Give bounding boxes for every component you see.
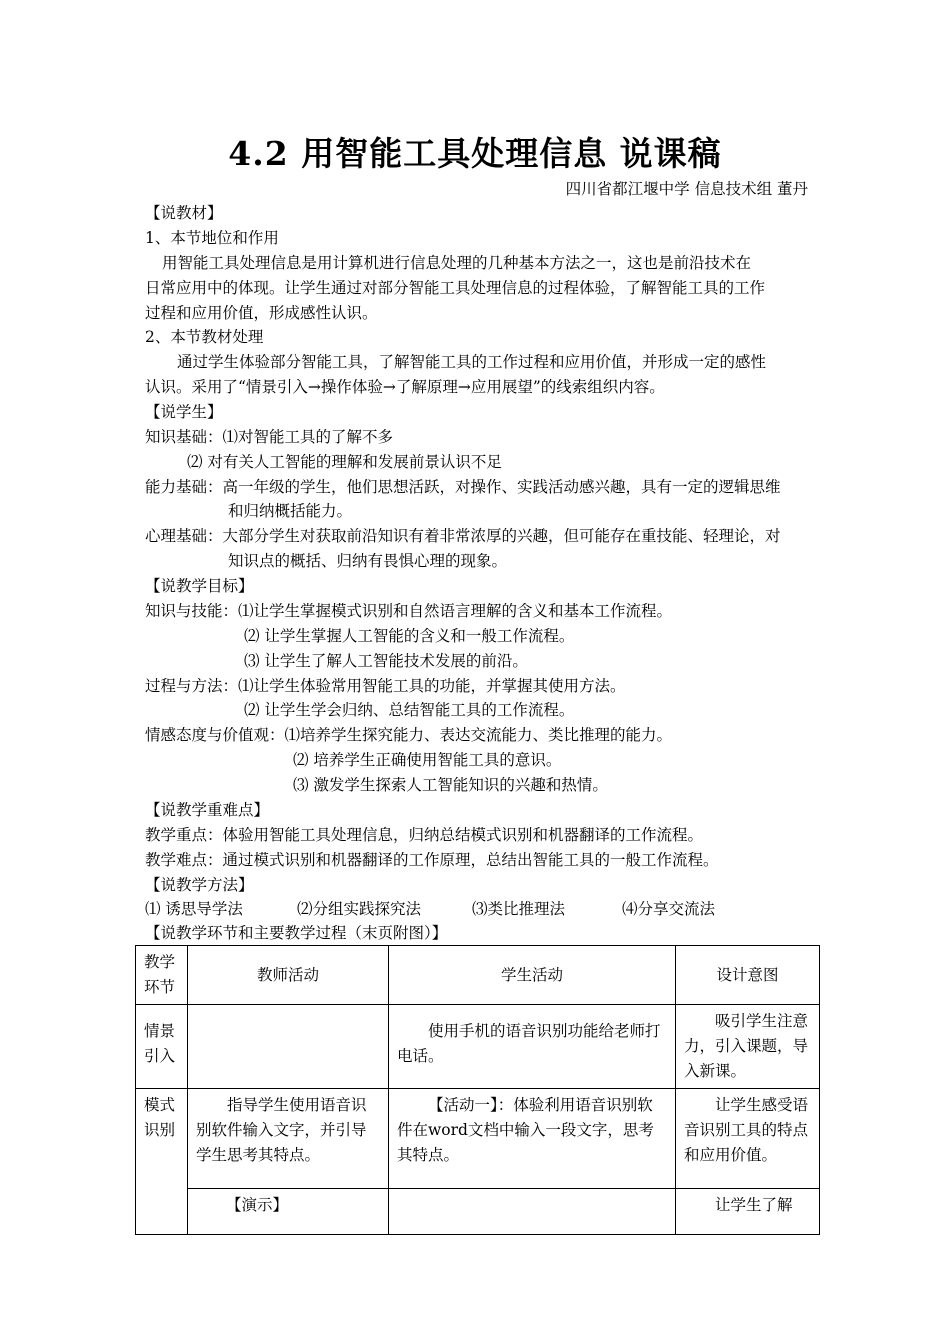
students-ability-line-1: 能力基础：高一年级的学生，他们思想活跃，对操作、实践活动感兴趣，具有一定的逻辑思维 xyxy=(145,478,781,496)
textbook-paragraph-2-line-1: 通过学生体验部分智能工具，了解智能工具的工作过程和应用价值，并形成一定的感性 xyxy=(177,353,767,371)
methods-list xyxy=(145,899,715,919)
goal-knowledge-2: ⑵ 让学生掌握人工智能的含义和一般工作流程。 xyxy=(244,627,575,645)
goal-emotion-3: ⑶ 激发学生探索人工智能知识的兴趣和热情。 xyxy=(293,776,608,794)
goal-knowledge-3: ⑶ 让学生了解人工智能技术发展的前沿。 xyxy=(244,652,528,670)
section-heading-textbook: 【说教材】 xyxy=(145,204,223,222)
textbook-paragraph-1-line-2: 日常应用中的体现。让学生通过对部分智能工具处理信息的过程体验，了解智能工具的工作 xyxy=(145,279,766,297)
key-point: 教学重点：体验用智能工具处理信息，归纳总结模式识别和机器翻译的工作流程。 xyxy=(145,826,704,844)
students-psych-line-1: 心理基础：大部分学生对获取前沿知识有着非常浓厚的兴趣，但可能存在重技能、轻理论，对 xyxy=(145,527,781,545)
students-psych-line-2: 知识点的概括、归纳有畏惧心理的现象。 xyxy=(228,552,508,570)
table-header-row xyxy=(136,946,820,1005)
table-cell-teacher: 【演示】 xyxy=(188,1189,389,1235)
table-cell-stage: 情景引入 xyxy=(136,1005,188,1089)
students-ability-line-2: 和归纳概括能力。 xyxy=(228,502,353,520)
table-cell-intent: 吸引学生注意力，引入课题，导入新课。 xyxy=(676,1005,820,1089)
goal-emotion-1: 情感态度与价值观：⑴培养学生探究能力、表达交流能力、类比推理的能力。 xyxy=(145,726,673,744)
textbook-subheading-1: 1、本节地位和作用 xyxy=(145,229,279,247)
table-cell-student xyxy=(389,1189,676,1235)
section-heading-methods: 【说教学方法】 xyxy=(145,876,254,894)
students-knowledge-line-1: 知识基础：⑴对智能工具的了解不多 xyxy=(145,428,394,446)
table-cell-stage: 模式识别 xyxy=(136,1089,188,1235)
method-item: ⑴ 诱思导学法 xyxy=(145,900,243,918)
table-header-cell: 教师活动 xyxy=(188,946,389,1005)
goal-process-1: 过程与方法：⑴让学生体验常用智能工具的功能，并掌握其使用方法。 xyxy=(145,677,626,695)
section-heading-students: 【说学生】 xyxy=(145,403,223,421)
goal-process-2: ⑵ 让学生学会归纳、总结智能工具的工作流程。 xyxy=(244,701,575,719)
table-cell-student: 【活动一】：体验利用语音识别软件在word文档中输入一段文字，思考其特点。 xyxy=(389,1089,676,1189)
table-cell-teacher xyxy=(188,1005,389,1089)
table-header-cell: 设计意图 xyxy=(676,946,820,1005)
textbook-subheading-2: 2、本节教材处理 xyxy=(145,328,264,346)
table-row xyxy=(136,1189,820,1235)
table-header-cell: 教学环节 xyxy=(136,946,188,1005)
table-header-cell: 学生活动 xyxy=(389,946,676,1005)
textbook-paragraph-1-line-3: 过程和应用价值，形成感性认识。 xyxy=(145,304,378,322)
goal-knowledge-1: 知识与技能：⑴让学生掌握模式识别和自然语言理解的含义和基本工作流程。 xyxy=(145,602,673,620)
table-row xyxy=(136,1005,820,1089)
section-heading-keypoints: 【说教学重难点】 xyxy=(145,801,270,819)
lesson-process-table xyxy=(135,945,820,1235)
method-item: ⑶类比推理法 xyxy=(472,900,566,918)
textbook-paragraph-2-line-2: 认识。采用了“情景引入→操作体验→了解原理→应用展望”的线索组织内容。 xyxy=(145,378,665,396)
method-item: ⑷分享交流法 xyxy=(622,900,716,918)
section-heading-goals: 【说教学目标】 xyxy=(145,577,254,595)
table-cell-teacher: 指导学生使用语音识别软件输入文字，并引导学生思考其特点。 xyxy=(188,1089,389,1189)
table-cell-intent: 让学生了解 xyxy=(676,1189,820,1235)
table-row xyxy=(136,1089,820,1189)
goal-emotion-2: ⑵ 培养学生正确使用智能工具的意识。 xyxy=(293,751,562,769)
author-line: 四川省都江堰中学 信息技术组 董丹 xyxy=(565,180,808,198)
table-cell-student: 使用手机的语音识别功能给老师打电话。 xyxy=(389,1005,676,1089)
method-item: ⑵分组实践探究法 xyxy=(297,900,422,918)
textbook-paragraph-1-line-1: 用智能工具处理信息是用计算机进行信息处理的几种基本方法之一，这也是前沿技术在 xyxy=(162,254,752,272)
difficult-point: 教学难点：通过模式识别和机器翻译的工作原理，总结出智能工具的一般工作流程。 xyxy=(145,851,719,869)
page-title: 4.2 用智能工具处理信息 说课稿 xyxy=(228,134,722,173)
students-knowledge-line-2: ⑵ 对有关人工智能的理解和发展前景认识不足 xyxy=(187,453,502,471)
section-heading-process: 【说教学环节和主要教学过程（末页附图）】 xyxy=(145,924,448,942)
table-cell-intent: 让学生感受语音识别工具的特点和应用价值。 xyxy=(676,1089,820,1189)
